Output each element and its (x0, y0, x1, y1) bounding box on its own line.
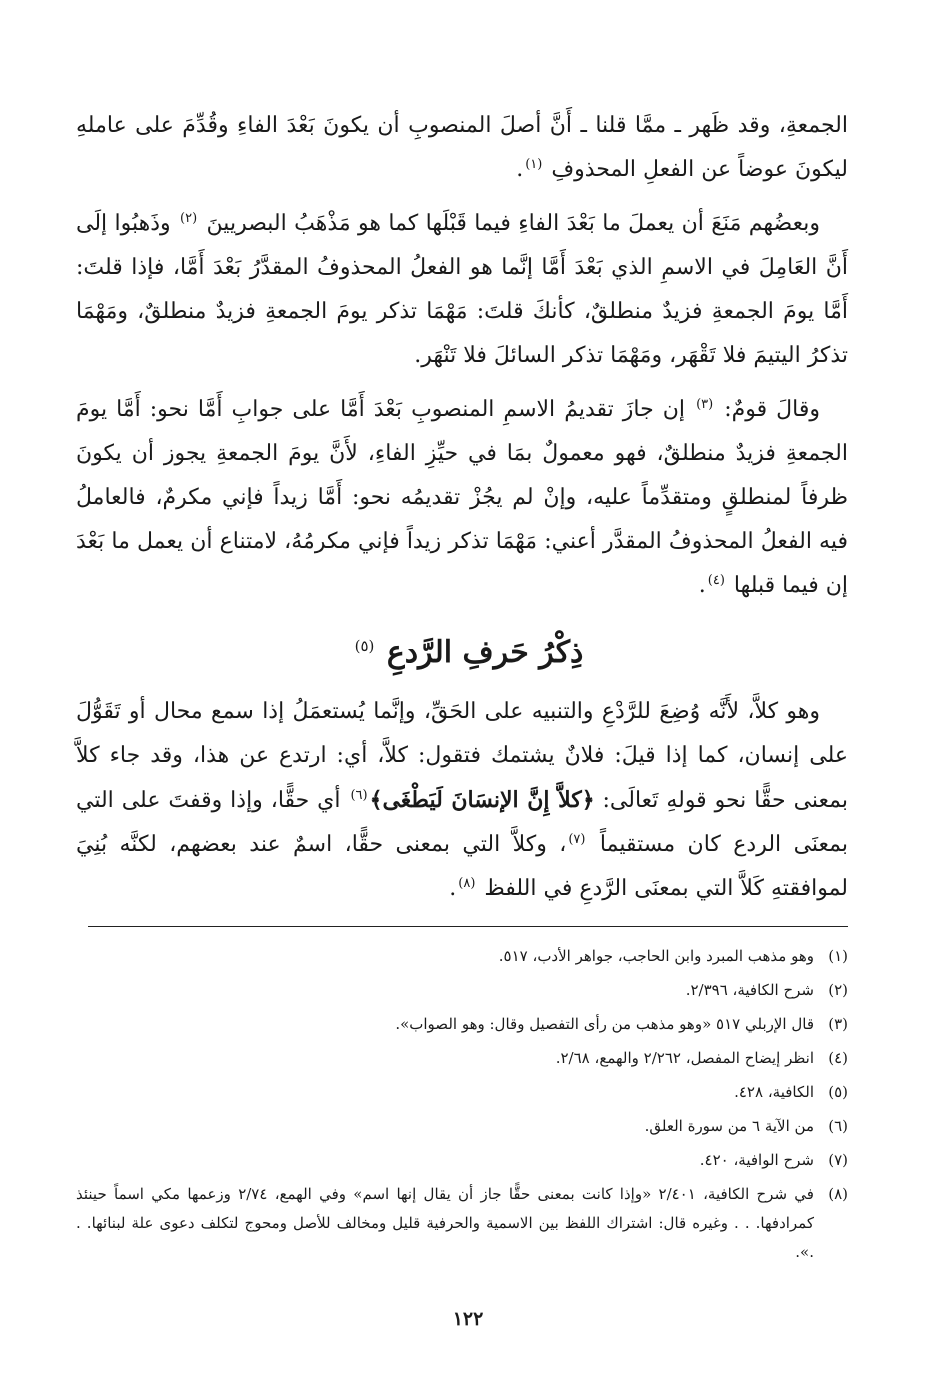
quran-verse: ﴿كلاَّ إِنَّ الإنسَانَ لَيَطْغَى﴾ (369, 787, 595, 813)
paragraph-text: أي حقًّا، وإذا وقفتَ على التي بمعنَى الردع كان مستقيماً (76, 788, 848, 857)
paragraph-text: وبعضُهم مَنَعَ أن يعملَ ما بَعْدَ الفاءِ فيما قَبْلَها كما هو مَذْهَبُ البصريينَ (199, 211, 820, 236)
paragraph-2 (76, 202, 848, 378)
section-heading (0, 628, 936, 678)
footnote-item (76, 1180, 848, 1267)
footnote-number: (٢) (828, 981, 848, 999)
footnote-ref-1: (١) (525, 156, 543, 172)
paragraph-text: إن جازَ تقديمُ الاسمِ المنصوبِ بَعْدَ أَمَّا على جوابِ أَمَّا نحو: أَمَّا يومَ الجمعةِ فزيدٌ منطلقٌ، فهو معمولٌ بمَا في حيِّزِ الفاءِ، لأَنَّ يومَ الجمعةِ يجوز أن يكونَ ظرفاً لمنطلقٍ ومتقدِّماً عليه، وإنْ لم يجُزْ تقديمُه نحو: أَمَّا زيداً فإني مكرمٌ، فالعاملُ فيه الفعلُ المحذوفُ المقدَّر أعني: مَهْمَا تذكر زيداً فإني مكرمُهُ، لامتناع أن يعمل ما بَعْدَ إن فيما قبلها (76, 397, 848, 598)
footnote-ref-5: (٥) (354, 637, 375, 655)
paragraph-3 (76, 388, 848, 608)
footnotes (76, 942, 848, 1272)
paragraph-text: وذَهبُوا إلَى أَنَّ العَامِلَ في الاسمِ الذي بَعْدَ أَمَّا إنَّما هو الفعلُ المحذوفُ المقدَّرُ بَعْدَ أَمَّا، فإذا قلتَ: أَمَّا يومَ الجمعةِ فزيدٌ منطلقٌ، كأنكَ قلتَ: مَهْمَا تذكر يومَ الجمعةِ فزيدٌ منطلقٌ، ومَهْمَا تذكرُ اليتيمَ فلا تَقْهَر، ومَهْمَا تذكر السائلَ فلا تَنْهَر. (76, 211, 848, 368)
footnote-ref-2: (٢) (180, 210, 198, 226)
footnote-ref-3: (٣) (696, 396, 714, 412)
footnote-item (76, 1078, 848, 1107)
paragraph-text: الجمعةِ، وقد ظَهر ـ ممَّا قلنا ـ أَنَّ أصلَ المنصوبِ أن يكونَ بَعْدَ الفاءِ وقُدِّمَ على عاملهِ ليكونَ عوضاً عن الفعلِ المحذوفِ (76, 113, 848, 182)
paragraph-4 (76, 690, 848, 911)
footnote-item (76, 1146, 848, 1175)
footnote-text: قال الإربلي ٥١٧ «وهو مذهب من رأى التفصيل وقال: وهو الصواب». (395, 1015, 814, 1033)
paragraph-text: . (698, 573, 706, 598)
section-heading-text: ذِكْرُ حَرفِ الرَّدعِ (386, 635, 584, 670)
footnote-separator (88, 926, 848, 927)
footnote-number: (٧) (828, 1151, 848, 1169)
footnote-number: (١) (828, 947, 848, 965)
footnote-text: شرح الكافية، ٢/٣٩٦. (685, 981, 814, 999)
footnote-item (76, 976, 848, 1005)
footnote-number: (٨) (828, 1185, 848, 1203)
footnote-text: الكافية، ٤٢٨. (734, 1083, 814, 1101)
footnote-ref-7: (٧) (568, 831, 586, 847)
footnote-item (76, 1112, 848, 1141)
footnote-ref-6: (٦) (350, 787, 368, 803)
footnote-number: (٤) (828, 1049, 848, 1067)
footnote-item (76, 1044, 848, 1073)
footnote-text: وهو مذهب المبرد وابن الحاجب، جواهر الأدب، ٥١٧. (498, 947, 814, 965)
footnote-ref-8: (٨) (458, 875, 476, 891)
footnote-item (76, 1010, 848, 1039)
page-number: ١٢٢ (452, 1308, 484, 1330)
paragraph-text: ، وكلاَّ التي بمعنى حقًّا، اسمٌ عند بعضهم، لكنَّه بُنِيَ لموافقتهِ كَلاَّ التي بمعنَى الرَّدعِ في اللفظ (76, 832, 848, 901)
footnote-number: (٥) (828, 1083, 848, 1101)
footnote-ref-4: (٤) (707, 572, 725, 588)
footnote-text: من الآية ٦ من سورة العلق. (644, 1117, 814, 1135)
footnote-number: (٣) (828, 1015, 848, 1033)
paragraph-1 (76, 104, 848, 192)
main-text-top (76, 104, 848, 608)
paragraph-text: وهو كلاَّ، لأَنَّه وُضِعَ للرَّدْعِ والتنبيه على الحَقِّ، وإنَّما يُستعمَلُ إذا سمع محال أو تَقَوُّلَ على إنسان، كما إذا قيلَ: فلانٌ يشتمك فتقول: كلاَّ، أي: ارتدع عن هذا، وقد جاء كلاَّ بمعنى حقًّا نحو قولهِ تَعالَى: (76, 699, 849, 813)
footnote-item (76, 942, 848, 971)
footnote-number: (٦) (828, 1117, 848, 1135)
footnote-text: في شرح الكافية، ٢/٤٠١ «وإذا كانت بمعنى حقًّا جاز أن يقال إنها اسم» وفي الهمع، ٢/٧٤ وزعمها مكي اسماً حينئذ كمرادفها. . . وغيره قال: اشتراك اللفظ بين الاسمية والحرفية قليل ومخالف للأصل ومحوج لتكلف دعوى علة لبنائها. . .». (76, 1185, 814, 1261)
paragraph-text: . (516, 157, 524, 182)
paragraph-text: وقالَ قومٌ: (715, 397, 821, 422)
footnote-text: شرح الوافية، ٤٢٠. (699, 1151, 814, 1169)
paragraph-text: . (449, 876, 457, 901)
footnote-text: انظر إيضاح المفصل، ٢/٢٦٢ والهمع، ٢/٦٨. (555, 1049, 814, 1067)
main-text-bottom (76, 690, 848, 911)
